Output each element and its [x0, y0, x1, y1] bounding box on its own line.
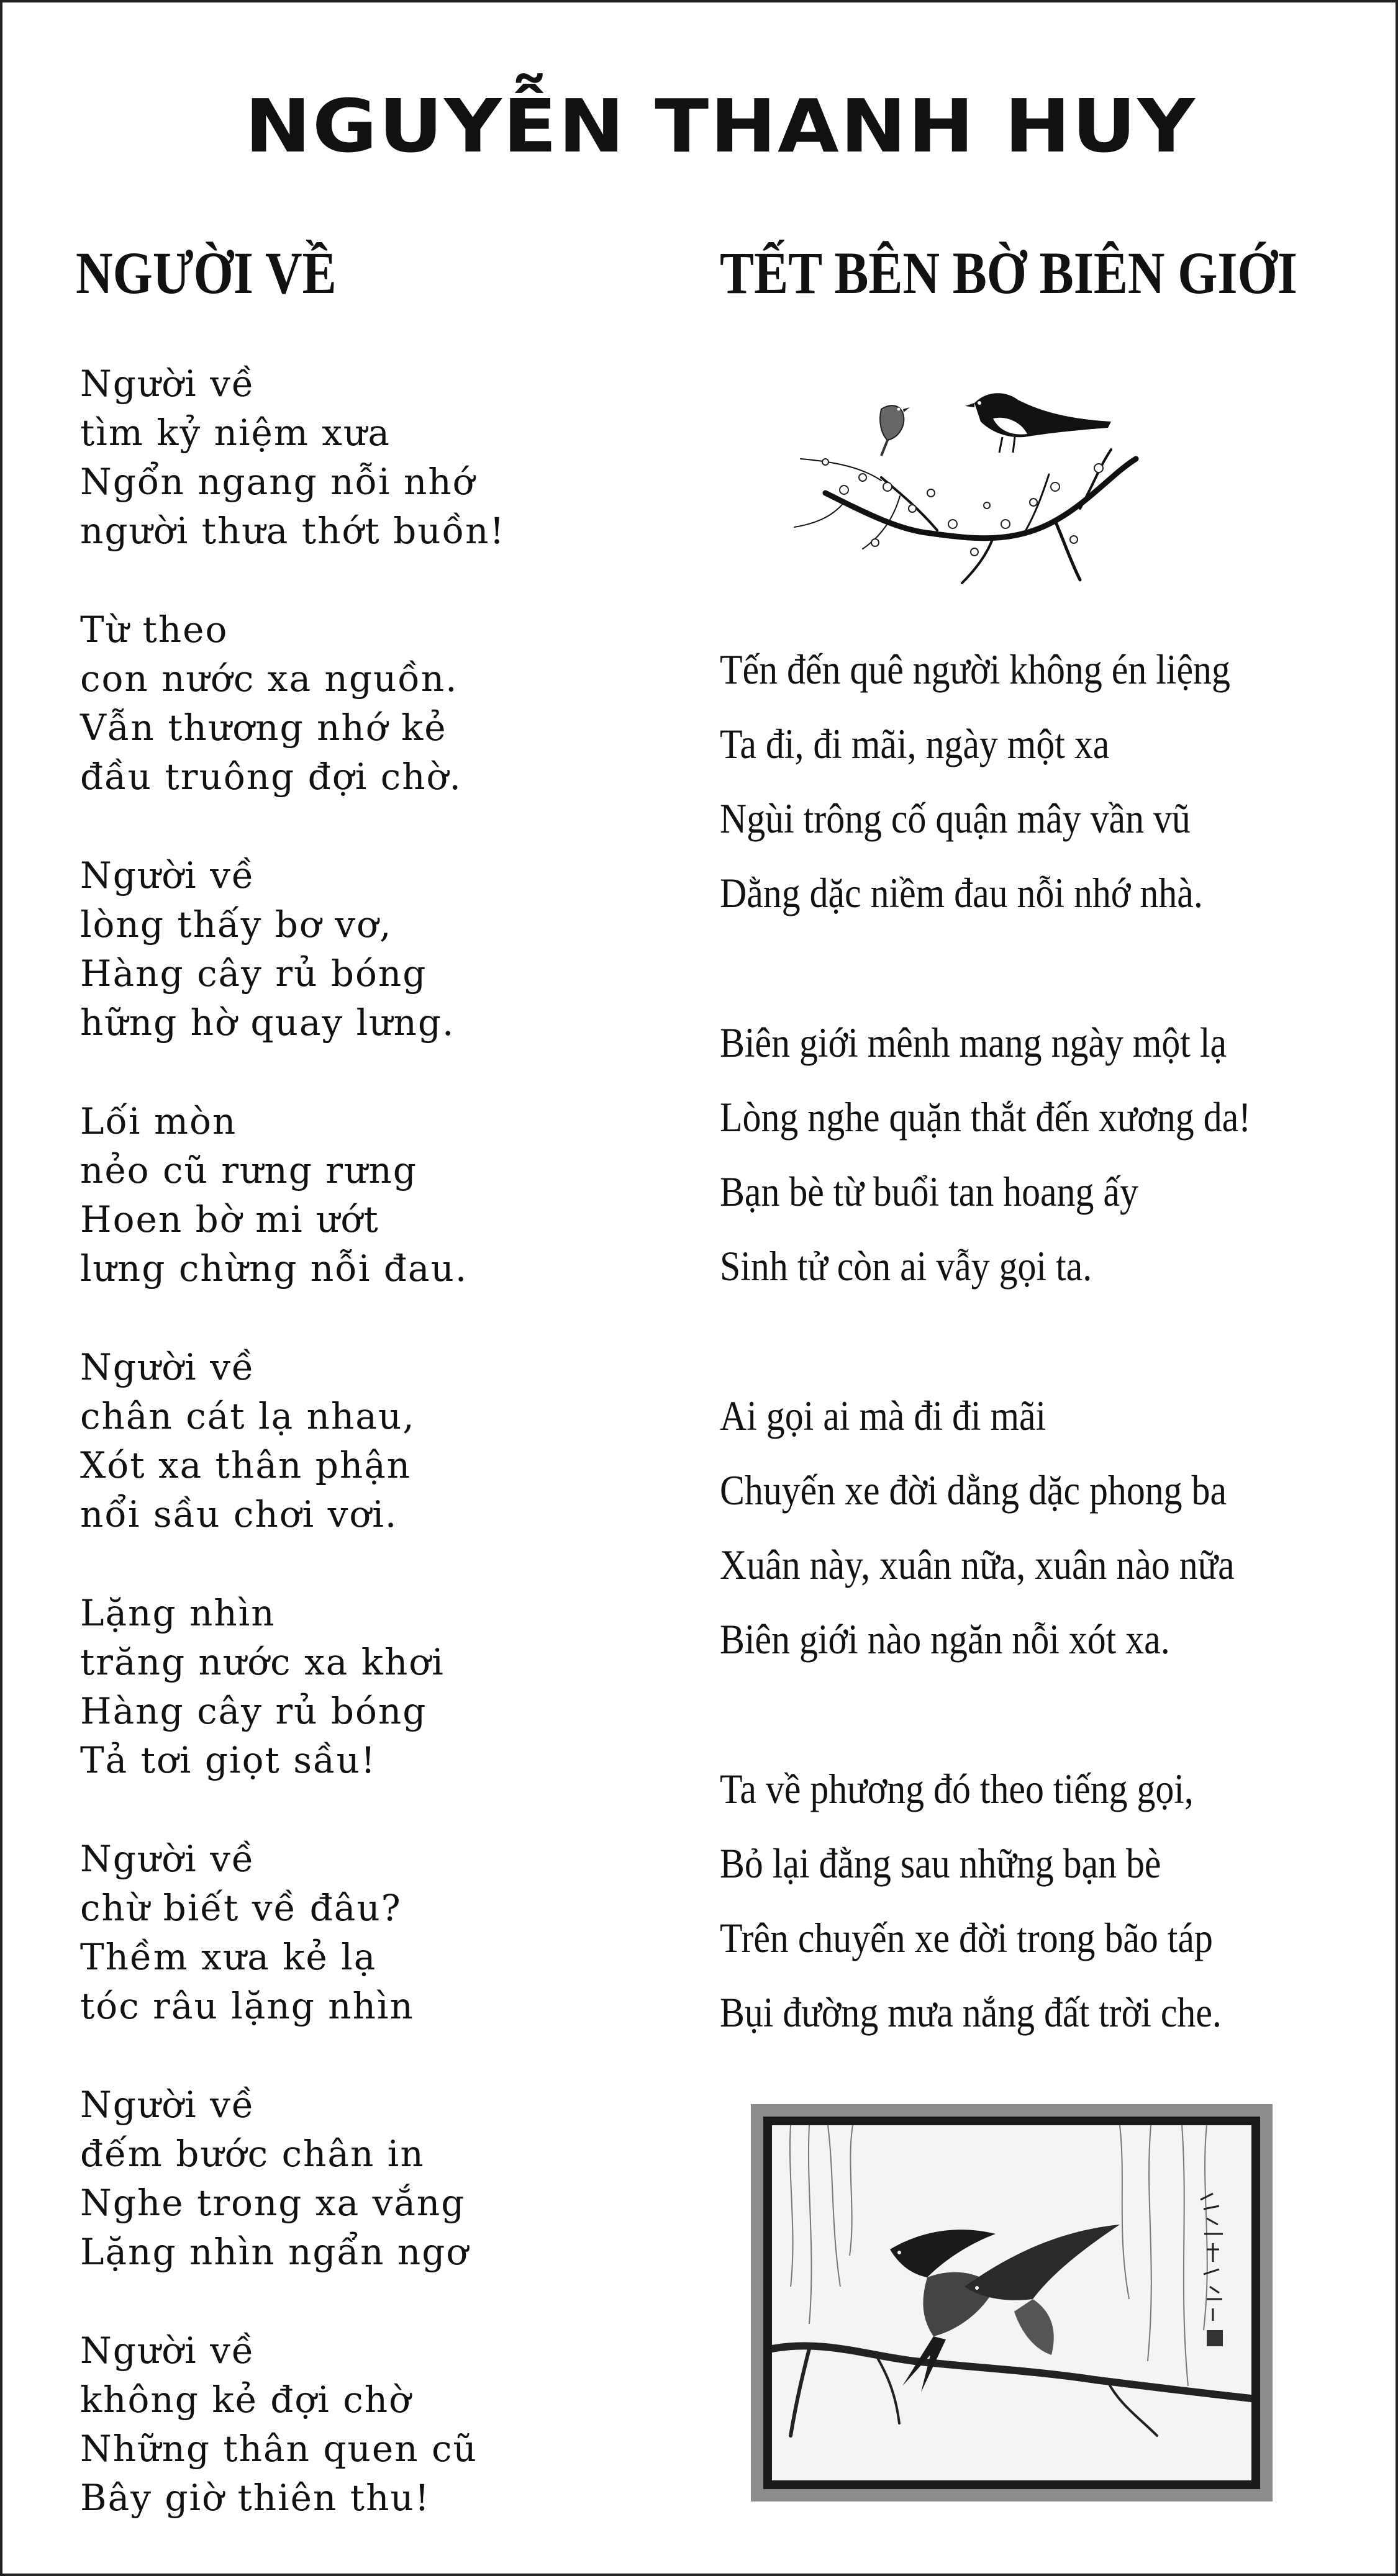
verse-line: Ta đi, đi mãi, ngày một xa — [720, 720, 1110, 767]
verse-line: Người về — [80, 363, 255, 405]
small-bird-icon — [880, 405, 910, 456]
magpie-icon — [965, 393, 1111, 453]
verse-line: Ngùi trông cố quận mây vần vũ — [720, 795, 1191, 842]
verse-line: Hàng cây rủ bóng — [80, 952, 427, 995]
stanza — [80, 2326, 589, 2523]
poem-right-body — [720, 642, 1372, 2135]
verse-line: hững hờ quay lưng. — [80, 1001, 455, 1044]
verse-line: Ai gọi ai mà đi đi mãi — [720, 1392, 1046, 1439]
stanza — [80, 1343, 589, 1539]
verse-line: Người về — [80, 1346, 255, 1388]
verse-line: chừ biết về đâu? — [80, 1887, 402, 1929]
verse-line: Tến đến quê người không én liệng — [720, 646, 1230, 693]
verse-line: Lối mòn — [80, 1100, 237, 1142]
verse-line: Biên giới mênh mang ngày một lạ — [720, 1019, 1227, 1066]
verse-line: Bỏ lại đằng sau những bạn bè — [720, 1840, 1161, 1887]
stanza — [80, 359, 589, 556]
verse-line: Tả tơi giọt sầu! — [80, 1739, 377, 1781]
verse-line: Vẫn thương nhớ kẻ — [80, 707, 447, 749]
stanza — [720, 1761, 1372, 2059]
verse-line: Chuyến xe đời dằng dặc phong ba — [720, 1467, 1227, 1514]
verse-line: người thưa thớt buồn! — [80, 510, 506, 552]
verse-line: tìm kỷ niệm xưa — [80, 412, 391, 454]
verse-line: chân cát lạ nhau, — [80, 1395, 415, 1437]
verse-line: Ta về phương đó theo tiếng gọi, — [720, 1765, 1194, 1812]
ink-painting — [772, 2125, 1251, 2480]
stanza — [720, 1015, 1372, 1313]
verse-line: Nghe trong xa vắng — [80, 2182, 466, 2224]
verse-line: Lặng nhìn — [80, 1592, 276, 1634]
verse-line: tóc râu lặng nhìn — [80, 1985, 414, 2027]
stanza — [80, 2081, 589, 2277]
verse-line: Từ theo — [80, 608, 229, 651]
verse-line: Người về — [80, 1838, 255, 1880]
verse-line: Thềm xưa kẻ lạ — [80, 1936, 377, 1978]
verse-line: Bạn bè từ buổi tan hoang ấy — [720, 1168, 1138, 1215]
verse-line: Người về — [80, 2084, 255, 2126]
verse-line: lưng chừng nỗi đau. — [80, 1247, 468, 1290]
verse-line: đầu truông đợi chờ. — [80, 756, 462, 798]
verse-line: Những thân quen cũ — [80, 2428, 478, 2470]
stanza — [80, 605, 589, 802]
bird-branch-illustration — [788, 375, 1142, 586]
verse-line: Bây giờ thiên thu! — [80, 2477, 431, 2519]
verse-line: Biên giới nào ngăn nỗi xót xa. — [720, 1616, 1170, 1663]
poem-left-body — [80, 359, 589, 2572]
verse-line: không kẻ đợi chờ — [80, 2379, 412, 2421]
verse-line: Ngổn ngang nỗi nhớ — [80, 461, 476, 503]
framed-painting — [751, 2104, 1273, 2501]
poem-right-title: TẾT BÊN BỜ BIÊN GIỚI — [720, 240, 1297, 306]
verse-line: nổi sầu chơi vơi. — [80, 1493, 398, 1535]
author-name: NGUYỄN THANH HUY — [245, 83, 1196, 169]
verse-line: Sinh tử còn ai vẫy gọi ta. — [720, 1242, 1092, 1290]
verse-line: Hoen bờ mi ướt — [80, 1198, 379, 1241]
stanza — [720, 642, 1372, 940]
stanza — [720, 1388, 1372, 1686]
verse-line: con nước xa nguồn. — [80, 658, 458, 700]
verse-line: Hàng cây rủ bóng — [80, 1690, 427, 1732]
poem-left-title: NGƯỜI VỀ — [76, 240, 337, 306]
branch-icon — [794, 450, 1136, 583]
verse-line: Người về — [80, 854, 255, 897]
verse-line: Trên chuyến xe đời trong bão táp — [720, 1914, 1213, 1961]
verse-line: Xót xa thân phận — [80, 1444, 412, 1486]
verse-line: Người về — [80, 2330, 255, 2372]
verse-line: Xuân này, xuân nữa, xuân nào nữa — [720, 1541, 1235, 1588]
verse-line: lòng thấy bơ vơ, — [80, 903, 393, 946]
verse-line: Lòng nghe quặn thắt đến xương da! — [720, 1093, 1251, 1141]
verse-line: trăng nước xa khơi — [80, 1641, 445, 1683]
stanza — [80, 1589, 589, 1785]
verse-line: nẻo cũ rưng rưng — [80, 1149, 417, 1191]
stanza — [80, 1835, 589, 2031]
verse-line: Dằng dặc niềm đau nỗi nhớ nhà. — [720, 869, 1203, 916]
verse-line: Bụi đường mưa nắng đất trời che. — [720, 1989, 1222, 2036]
verse-line: đếm bước chân in — [80, 2133, 425, 2175]
blossom-icon — [822, 459, 1103, 556]
stanza — [80, 851, 589, 1047]
verse-line: Lặng nhìn ngẩn ngơ — [80, 2231, 470, 2273]
painting-border — [763, 2117, 1260, 2489]
stanza — [80, 1097, 589, 1293]
